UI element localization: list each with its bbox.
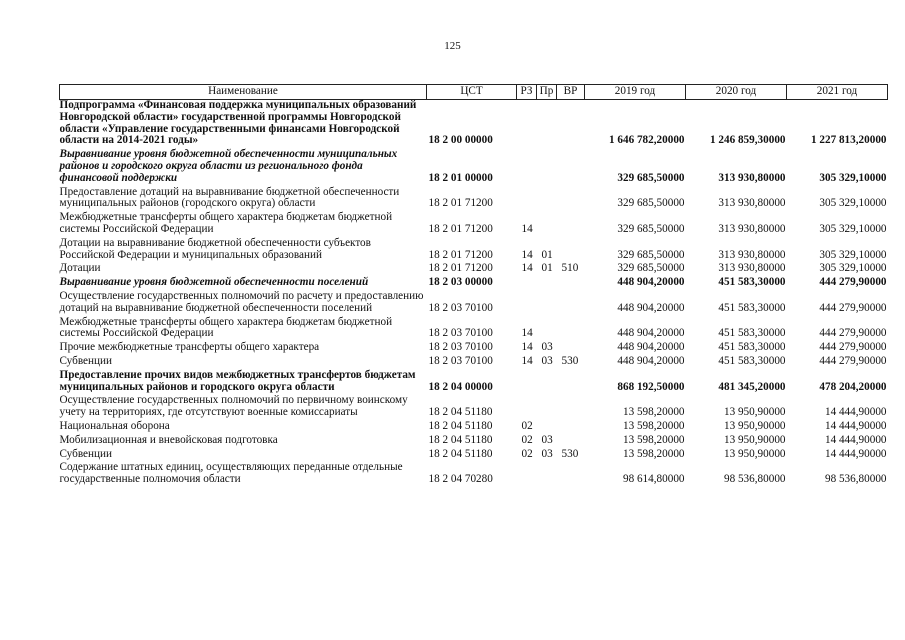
header-cst: ЦСТ (427, 85, 517, 100)
row-2021: 14 444,90000 (824, 433, 887, 446)
row-rz: 14 (521, 327, 533, 340)
header-pr: Пр (537, 85, 557, 100)
row-pr: 03 (541, 447, 553, 460)
row-2021: 14 444,90000 (824, 447, 887, 460)
row-name: Дотации (59, 262, 101, 275)
row-name: Содержание штатных единиц, осуществляющих переданные отдельные государственные полномочия области (59, 461, 403, 486)
table-row (60, 212, 888, 238)
row-2021: 444 279,90000 (819, 354, 887, 367)
row-name: Выравнивание уровня бюджетной обеспеченности муниципальных районов и городского округа области из регионального фонда финансовой поддержки (59, 148, 398, 184)
table-row (60, 421, 888, 435)
row-2019: 448 904,20000 (617, 301, 685, 314)
row-2019: 98 614,80000 (622, 473, 685, 486)
row-cst: 18 2 01 00000 (428, 171, 493, 184)
row-rz: 02 (521, 433, 533, 446)
table-row (60, 100, 888, 150)
row-name: Выравнивание уровня бюджетной обеспеченности поселений (59, 276, 369, 289)
row-2020: 1 246 859,30000 (709, 134, 786, 147)
row-2021: 444 279,90000 (819, 327, 887, 340)
row-2021: 305 329,10000 (819, 248, 887, 261)
row-rz (517, 187, 537, 213)
row-cst: 18 2 01 71200 (428, 262, 493, 275)
row-rz (517, 291, 537, 317)
row-2020: 451 583,30000 (718, 301, 786, 314)
budget-table (59, 84, 888, 488)
row-vr (557, 435, 585, 449)
row-2020: 451 583,30000 (718, 354, 786, 367)
row-2019: 13 598,20000 (622, 406, 685, 419)
row-2021: 1 227 813,20000 (810, 134, 887, 147)
row-2020: 13 950,90000 (723, 433, 786, 446)
row-name: Осуществление государственных полномочий по расчету и предоставлению дотаций на выравнивание бюджетной обеспеченности поселений (59, 289, 424, 314)
header-name: Наименование (60, 85, 427, 100)
row-2020: 313 930,80000 (718, 197, 786, 210)
table-row (60, 149, 888, 186)
table-row (60, 342, 888, 356)
row-2021: 305 329,10000 (819, 171, 887, 184)
row-vr: 530 (561, 354, 579, 367)
row-vr (557, 421, 585, 435)
row-2019: 868 192,50000 (617, 380, 685, 393)
row-pr (537, 149, 557, 186)
row-pr (537, 212, 557, 238)
row-2021: 444 279,90000 (819, 341, 887, 354)
row-vr (557, 291, 585, 317)
row-2019: 448 904,20000 (617, 341, 685, 354)
row-name: Осуществление государственных полномочий по первичному воинскому учету на территориях, где отсутствуют военные комиссариаты (59, 394, 408, 419)
row-pr (537, 462, 557, 488)
row-pr: 03 (541, 341, 553, 354)
row-name: Дотации на выравнивание бюджетной обеспеченности субъектов Российской Федерации и муниципальных образований (59, 236, 371, 261)
row-name: Предоставление прочих видов межбюджетных трансфертов бюджетам муниципальных районов и городского округа области (59, 368, 416, 393)
row-2020: 313 930,80000 (718, 222, 786, 235)
row-rz (517, 370, 537, 396)
row-name: Прочие межбюджетные трансферты общего характера (59, 341, 320, 354)
row-vr (557, 395, 585, 421)
row-2019: 329 685,50000 (617, 262, 685, 275)
table-row (60, 263, 888, 277)
row-cst: 18 2 03 70100 (428, 341, 493, 354)
row-vr (557, 100, 585, 150)
row-name: Субвенции (59, 447, 112, 460)
table-row (60, 435, 888, 449)
table-row (60, 370, 888, 396)
row-rz (517, 277, 537, 291)
row-name: Межбюджетные трансферты общего характера бюджетам бюджетной системы Российской Федерации (59, 315, 393, 340)
row-rz: 02 (521, 447, 533, 460)
header-2019: 2019 год (585, 85, 686, 100)
row-pr: 03 (541, 433, 553, 446)
table-row (60, 277, 888, 291)
table-row (60, 291, 888, 317)
table-row (60, 356, 888, 370)
row-vr (557, 342, 585, 356)
table-row (60, 317, 888, 343)
row-2019: 13 598,20000 (622, 433, 685, 446)
table-row (60, 187, 888, 213)
row-vr (557, 212, 585, 238)
row-rz: 02 (521, 419, 533, 432)
row-2019: 13 598,20000 (622, 419, 685, 432)
row-2020: 451 583,30000 (718, 327, 786, 340)
row-vr: 530 (561, 447, 579, 460)
row-vr (557, 187, 585, 213)
row-cst: 18 2 03 70100 (428, 301, 493, 314)
row-2020: 313 930,80000 (718, 248, 786, 261)
row-pr (537, 370, 557, 396)
row-rz: 14 (521, 248, 533, 261)
row-rz (517, 100, 537, 150)
row-rz (517, 149, 537, 186)
row-cst: 18 2 01 71200 (428, 248, 493, 261)
table-row (60, 449, 888, 463)
row-cst: 18 2 04 51180 (428, 419, 493, 432)
row-pr: 03 (541, 354, 553, 367)
row-2021: 305 329,10000 (819, 197, 887, 210)
row-2019: 448 904,20000 (617, 327, 685, 340)
row-2019: 329 685,50000 (617, 248, 685, 261)
row-pr: 01 (541, 262, 553, 275)
row-2020: 13 950,90000 (723, 406, 786, 419)
row-rz: 14 (521, 262, 533, 275)
row-2020: 313 930,80000 (718, 171, 786, 184)
row-vr (557, 238, 585, 264)
row-name: Предоставление дотаций на выравнивание бюджетной обеспеченности муниципальных районов (городского округа) области (59, 185, 400, 210)
row-name: Национальная оборона (59, 419, 170, 432)
row-2019: 329 685,50000 (617, 222, 685, 235)
row-2019: 1 646 782,20000 (608, 134, 685, 147)
row-name: Мобилизационная и вневойсковая подготовка (59, 433, 278, 446)
row-2020: 451 583,30000 (718, 276, 786, 289)
row-cst: 18 2 01 71200 (428, 197, 493, 210)
row-pr (537, 317, 557, 343)
table-row (60, 238, 888, 264)
row-2019: 329 685,50000 (617, 197, 685, 210)
row-2021: 14 444,90000 (824, 406, 887, 419)
row-2021: 305 329,10000 (819, 222, 887, 235)
row-pr (537, 277, 557, 291)
row-cst: 18 2 03 70100 (428, 354, 493, 367)
row-2021: 444 279,90000 (819, 276, 887, 289)
row-name: Подпрограмма «Финансовая поддержка муниципальных образований Новгородской области» государственной программы Новгородской области «Управление государственными финансами Новгородской области на 2014-2021 годы» (59, 99, 417, 147)
row-vr (557, 317, 585, 343)
row-pr (537, 291, 557, 317)
table-header-row (60, 85, 888, 100)
row-cst: 18 2 04 70280 (428, 473, 493, 486)
row-2019: 448 904,20000 (617, 276, 685, 289)
row-2020: 313 930,80000 (718, 262, 786, 275)
row-2021: 14 444,90000 (824, 419, 887, 432)
row-2019: 329 685,50000 (617, 171, 685, 184)
row-vr (557, 462, 585, 488)
row-cst: 18 2 03 70100 (428, 327, 493, 340)
row-cst: 18 2 04 00000 (428, 380, 493, 393)
row-2020: 13 950,90000 (723, 447, 786, 460)
row-pr (537, 187, 557, 213)
row-2019: 13 598,20000 (622, 447, 685, 460)
header-2021: 2021 год (787, 85, 888, 100)
row-cst: 18 2 00 00000 (428, 134, 493, 147)
row-2021: 98 536,80000 (824, 473, 887, 486)
row-2021: 478 204,20000 (819, 380, 887, 393)
row-rz: 14 (521, 341, 533, 354)
row-2020: 98 536,80000 (723, 473, 786, 486)
header-vr: ВР (557, 85, 585, 100)
header-2020: 2020 год (686, 85, 787, 100)
row-vr (557, 370, 585, 396)
row-rz (517, 395, 537, 421)
row-cst: 18 2 01 71200 (428, 222, 493, 235)
row-pr (537, 421, 557, 435)
row-rz (517, 462, 537, 488)
row-rz: 14 (521, 222, 533, 235)
table-row (60, 395, 888, 421)
row-vr (557, 277, 585, 291)
header-rz: РЗ (517, 85, 537, 100)
table-row (60, 462, 888, 488)
row-2021: 305 329,10000 (819, 262, 887, 275)
row-rz: 14 (521, 354, 533, 367)
row-cst: 18 2 04 51180 (428, 433, 493, 446)
row-cst: 18 2 03 00000 (428, 276, 493, 289)
row-2019: 448 904,20000 (617, 354, 685, 367)
row-pr (537, 395, 557, 421)
row-pr (537, 100, 557, 150)
row-2020: 481 345,20000 (718, 380, 786, 393)
row-cst: 18 2 04 51180 (428, 406, 493, 419)
row-name: Субвенции (59, 354, 112, 367)
row-vr: 510 (561, 262, 579, 275)
row-vr (557, 149, 585, 186)
row-2020: 13 950,90000 (723, 419, 786, 432)
row-2021: 444 279,90000 (819, 301, 887, 314)
row-pr: 01 (541, 248, 553, 261)
page-number: 125 (444, 40, 461, 52)
row-name: Межбюджетные трансферты общего характера бюджетам бюджетной системы Российской Федерации (59, 211, 393, 235)
row-cst: 18 2 04 51180 (428, 447, 493, 460)
row-2020: 451 583,30000 (718, 341, 786, 354)
